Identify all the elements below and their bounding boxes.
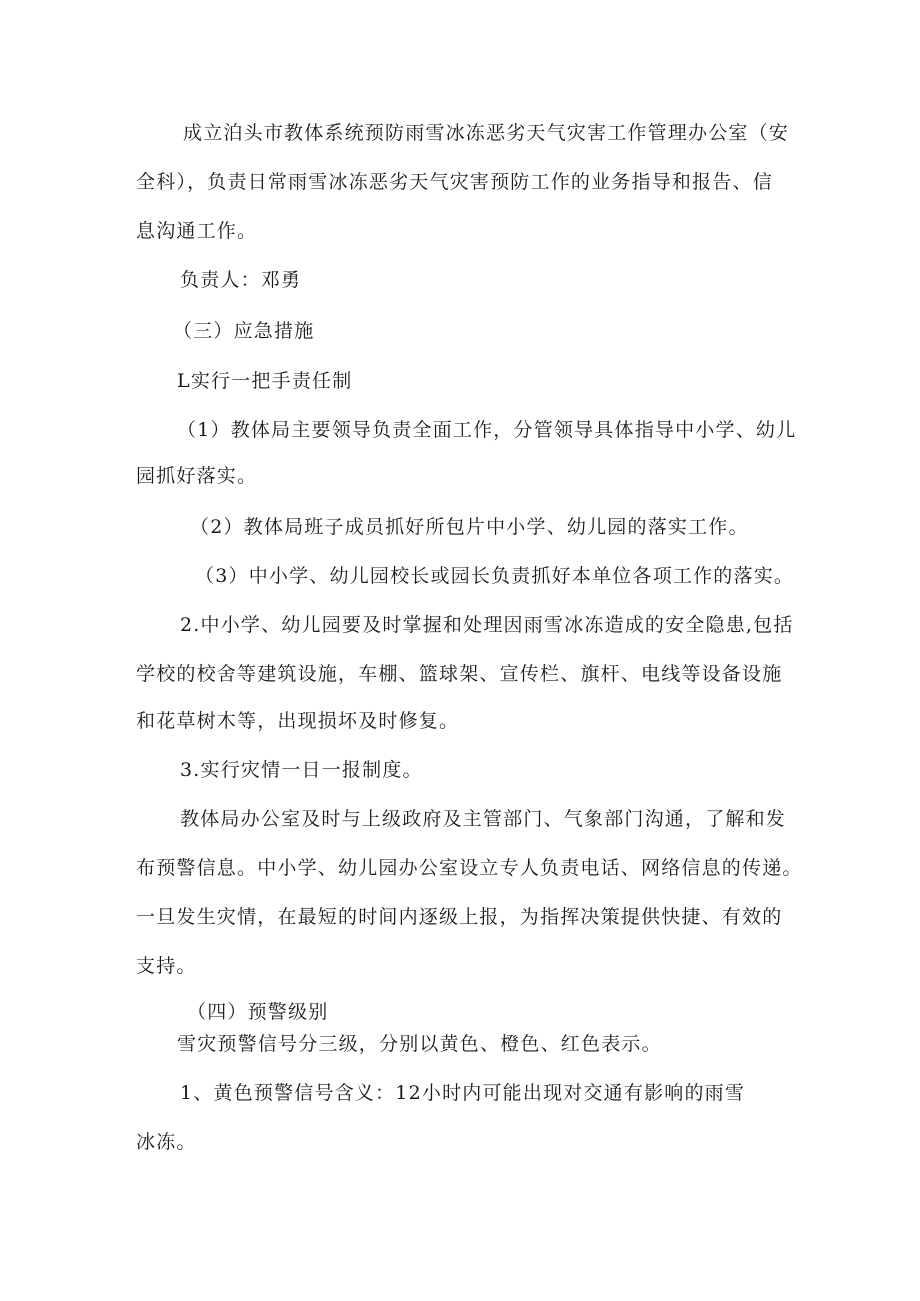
subitem-1-line-2: 园抓好落实。 (136, 465, 258, 487)
section-heading-warning-levels: （四）预警级别 (187, 1001, 329, 1023)
paragraph-communication-line-3: 一旦发生灾情，在最短的时间内逐级上报，为指挥决策提供快捷、有效的 (136, 906, 783, 928)
item-3-heading: 3.实行灾情一日一报制度。 (180, 759, 423, 781)
paragraph-office-line-1: 成立泊头市教体系统预防雨雪冰冻恶劣天气灾害工作管理办公室（安 (183, 122, 790, 144)
item-2-line-2: 学校的校舍等建筑设施，车棚、篮球架、宣传栏、旗杆、电线等设备设施 (136, 663, 783, 685)
paragraph-office-line-2: 全科），负责日常雨雪冰冻恶劣天气灾害预防工作的业务指导和报告、信 (136, 171, 773, 193)
responsible-person: 负责人：邓勇 (180, 269, 302, 291)
item-1-heading: L实行一把手责任制 (177, 370, 353, 392)
item-2-line-3: 和花草树木等，出现损坏及时修复。 (136, 710, 460, 732)
yellow-warning-line-1: 1、黄色预警信号含义：12小时内可能出现对交通有影响的雨雪 (180, 1082, 746, 1104)
paragraph-office-line-3: 息沟通工作。 (136, 220, 258, 242)
subitem-3: （3）中小学、幼儿园校长或园长负责抓好本单位各项工作的落实。 (195, 565, 795, 587)
subitem-2: （2）教体局班子成员抓好所包片中小学、幼儿园的落实工作。 (190, 516, 749, 538)
paragraph-communication-line-4: 支持。 (136, 955, 197, 977)
warning-levels-intro: 雪灾预警信号分三级，分别以黄色、橙色、红色表示。 (177, 1033, 662, 1055)
yellow-warning-line-2: 冰冻。 (136, 1131, 197, 1153)
section-heading-emergency-measures: （三）应急措施 (173, 320, 315, 342)
paragraph-communication-line-2: 布预警信息。中小学、幼儿园办公室设立专人负责电话、网络信息的传递。 (136, 857, 803, 879)
item-2-line-1: 2.中小学、幼儿园要及时掌握和处理因雨雪冰冻造成的安全隐患,包括 (180, 614, 794, 636)
paragraph-communication-line-1: 教体局办公室及时与上级政府及主管部门、气象部门沟通，了解和发 (180, 808, 787, 830)
subitem-1-line-1: （1）教体局主要领导负责全面工作，分管领导具体指导中小学、幼儿 (177, 419, 797, 441)
